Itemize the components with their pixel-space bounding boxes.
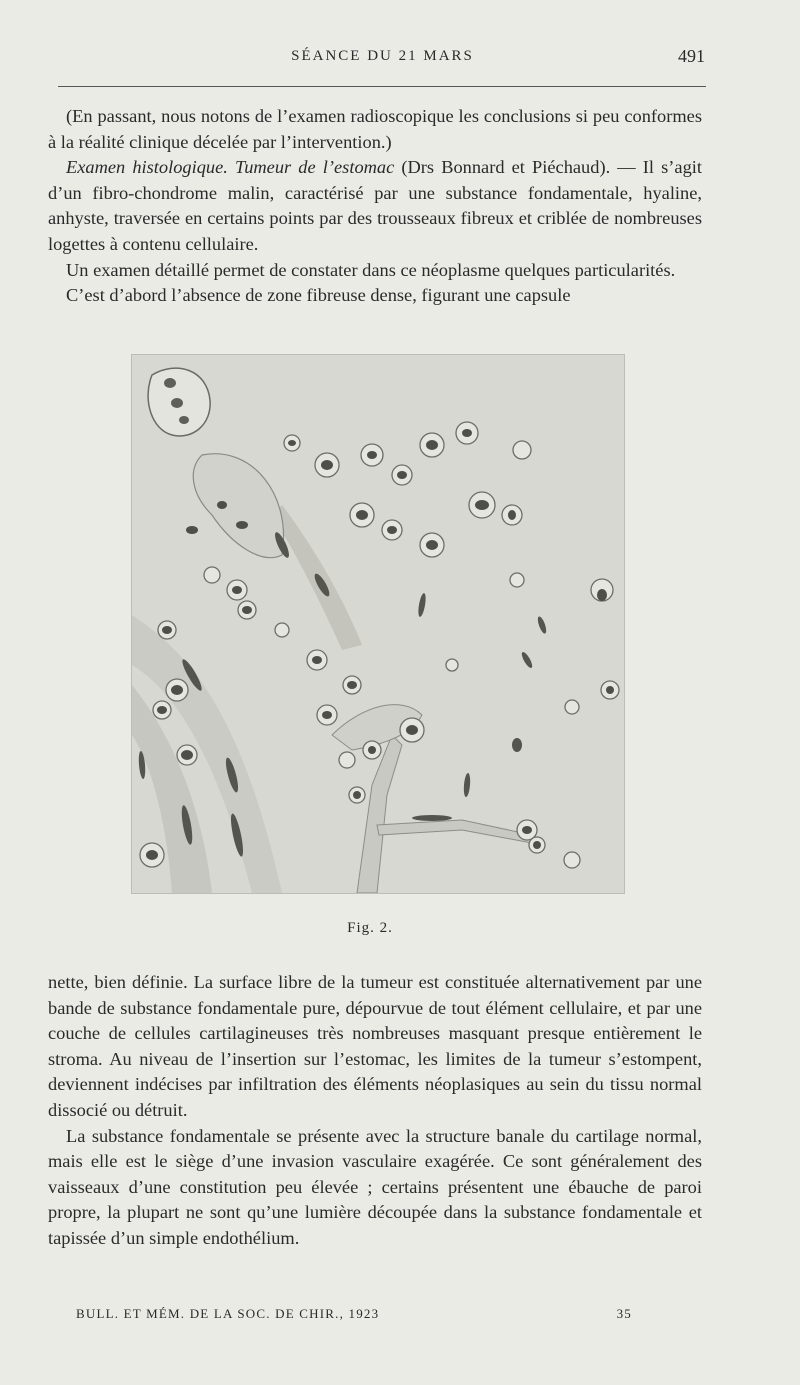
paragraph-particularities: Un examen détaillé permet de constater dans ce néoplasme quelques particularités.	[66, 259, 676, 280]
micrograph-illustration	[132, 355, 624, 893]
figure-caption: Fig. 2.	[347, 920, 393, 936]
histology-figure	[131, 354, 625, 894]
histology-text: (Drs Bonnard et Piéchaud). — Il s’agit d’un fibro-chondrome malin, caractérisé par une substance fondamentale, hyaline, anhyste, traversée en certains points par des trousseaux fibreux et criblée de nombreuses logettes à contenu cellulaire.	[48, 157, 702, 254]
page-footer	[76, 1306, 632, 1326]
journal-reference: BULL. ET MÉM. DE LA SOC. DE CHIR., 1923	[76, 1306, 380, 1321]
paragraph-surface: nette, bien définie. La surface libre de la tumeur est constituée alternativement par une bande de substance fondamentale pure, dépourvue de tout élément cellulaire, et par une couche de cellules cartilagineuses très nombreuses masquant presque entièrement le stroma. Au niveau de l’insertion sur l’estomac, les limites de la tumeur s’estompent, deviennent indécises par infiltration des éléments néoplasiques au sein du tissu normal dissocié ou détruit.	[48, 972, 702, 1120]
header-rule	[58, 86, 706, 87]
paragraph-histology	[48, 155, 702, 257]
paragraph-capsule: C’est d’abord l’absence de zone fibreuse dense, figurant une capsule	[66, 285, 571, 306]
page-number: 491	[678, 46, 705, 66]
text-block-top	[48, 104, 702, 309]
histology-heading: Examen histologique. Tumeur de l’estomac	[66, 157, 395, 178]
signature-number: 35	[616, 1306, 632, 1321]
running-head	[60, 46, 705, 70]
text-block-bottom	[48, 970, 702, 1252]
paragraph-radioscopy: (En passant, nous notons de l’examen radioscopique les conclusions si peu conformes à la réalité clinique décelée par l’intervention.)	[48, 106, 702, 152]
running-title: SÉANCE DU 21 MARS	[291, 48, 474, 64]
paragraph-substance: La substance fondamentale se présente avec la structure banale du cartilage normal, mais elle est le siège d’une invasion vasculaire exagérée. Ce sont généralement des vaisseaux d’une constitution peu élevée ; certains présentent une ébauche de paroi propre, la plupart ne sont qu’une lumière découpée dans la substance fondamentale et tapissée d’un simple endothélium.	[48, 1125, 702, 1248]
